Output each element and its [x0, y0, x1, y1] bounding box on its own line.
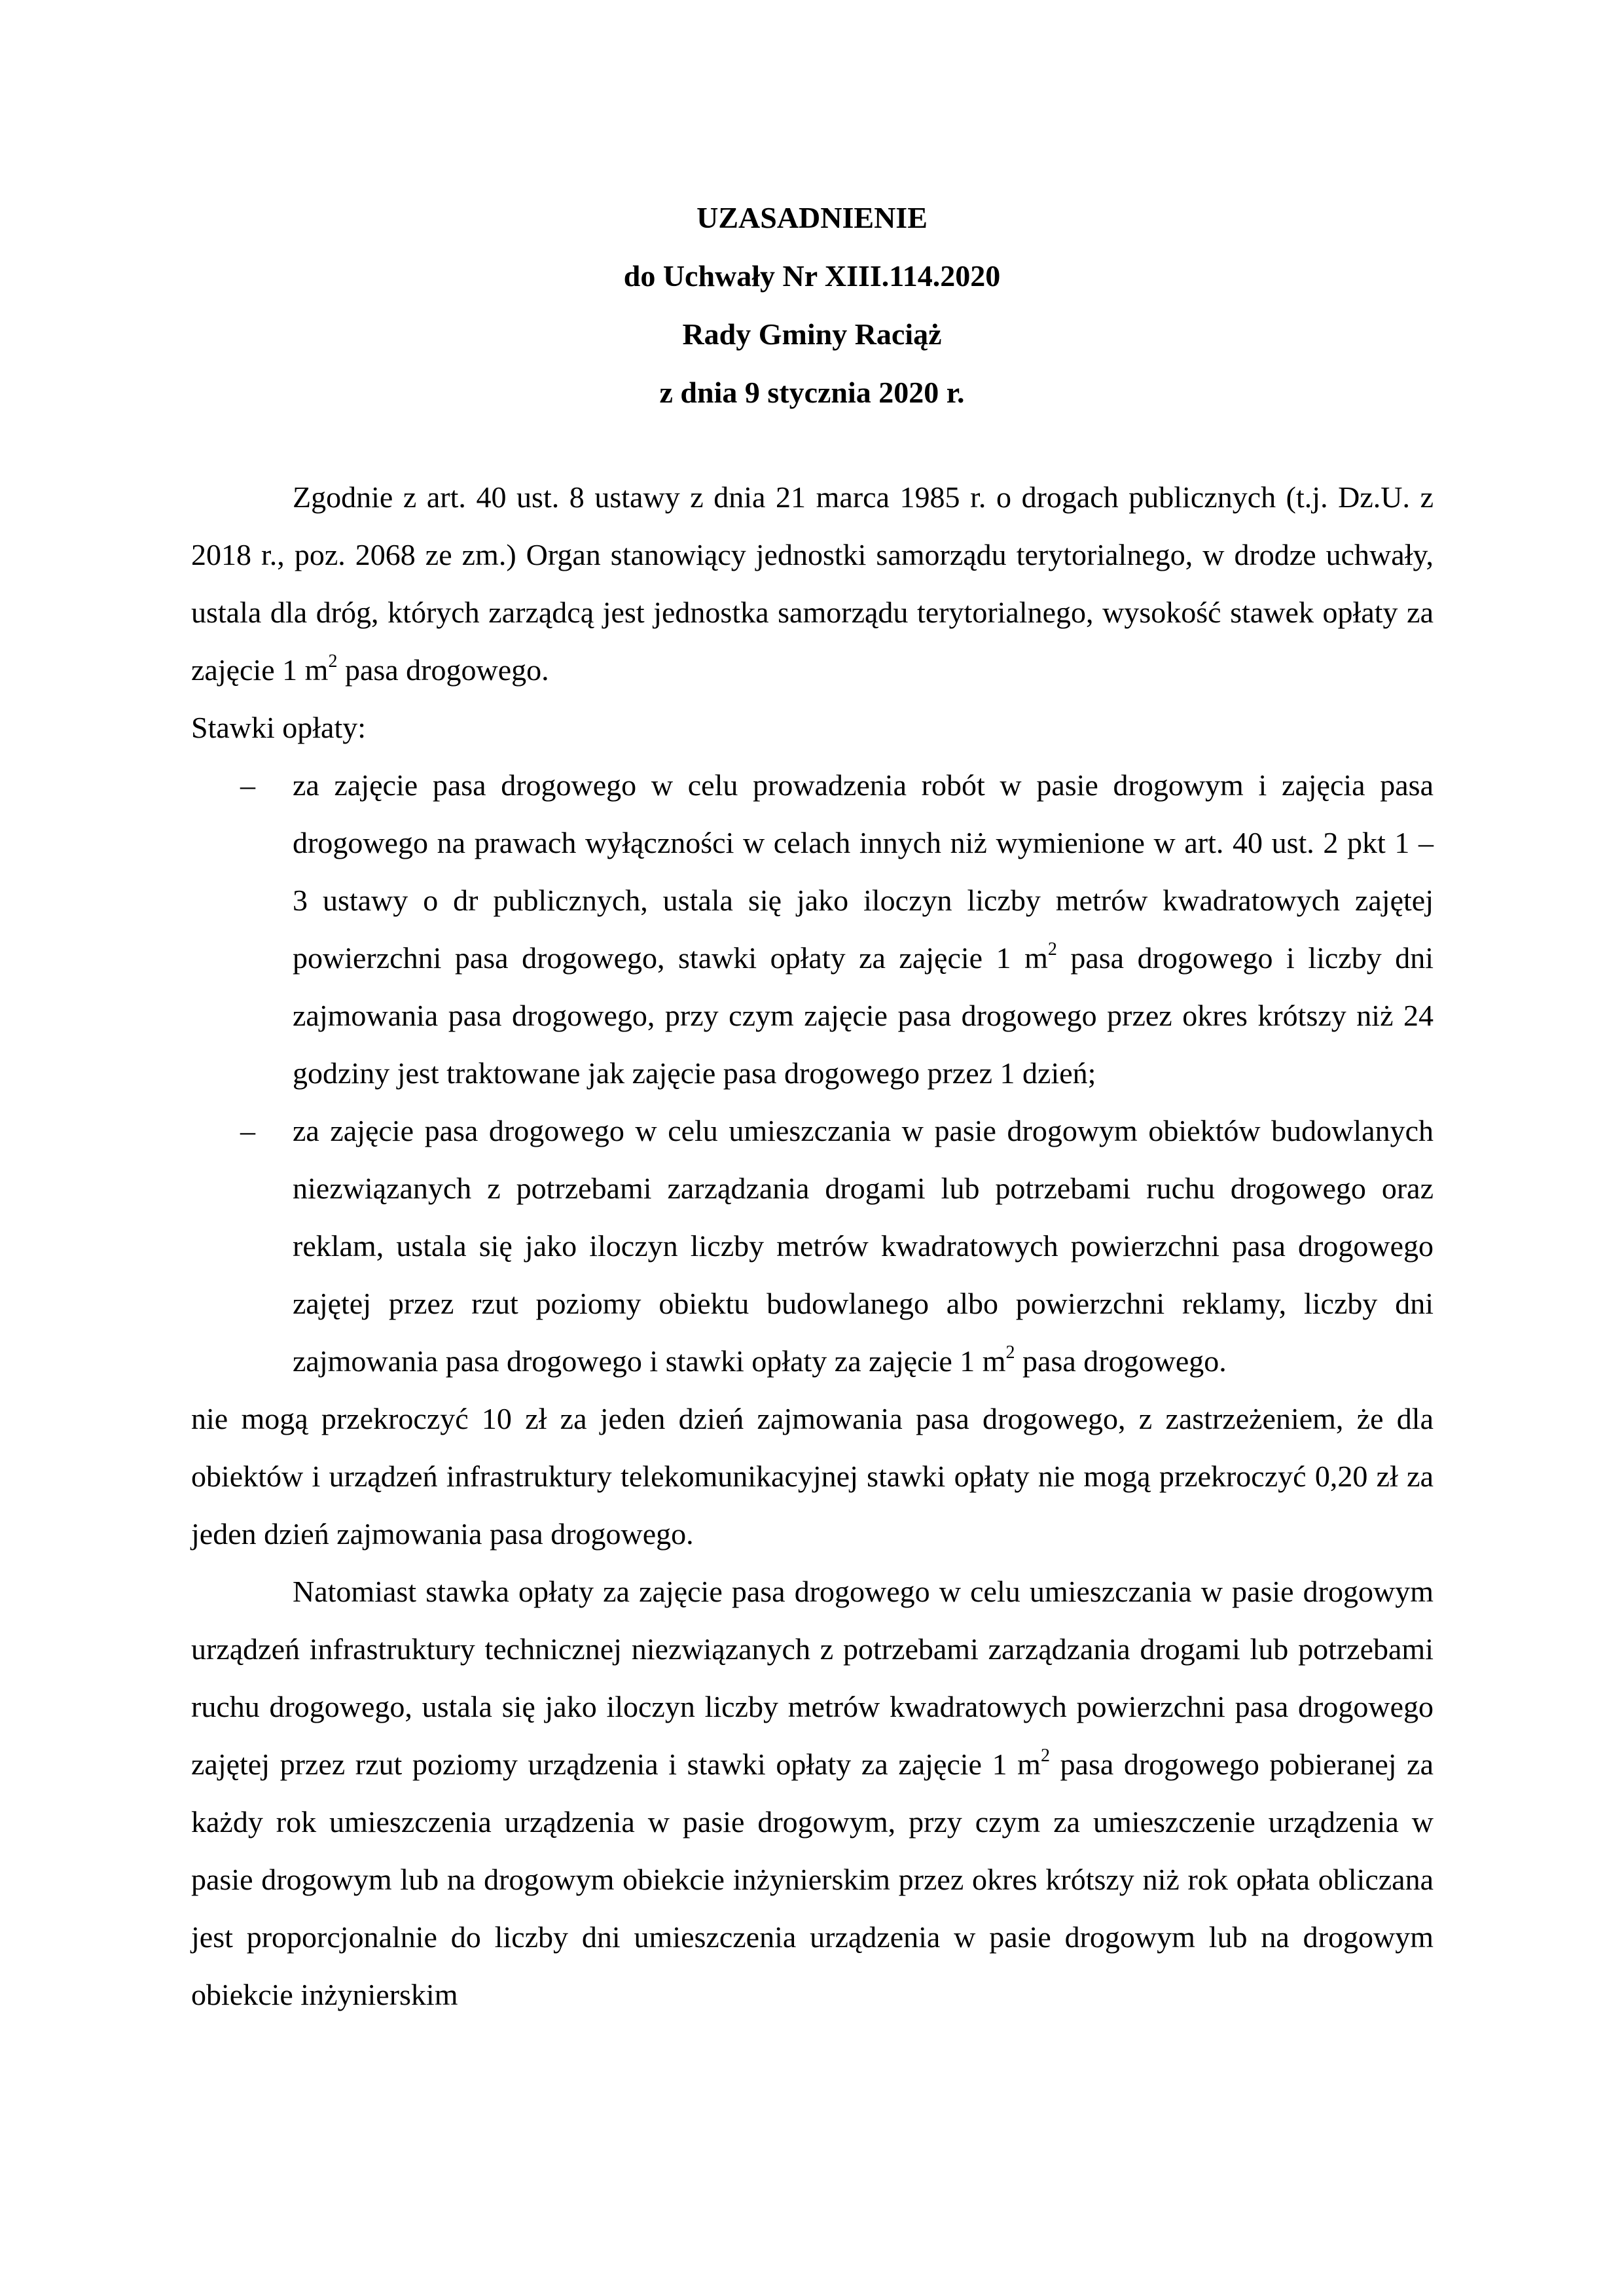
- council-name: Rady Gminy Raciąż: [682, 317, 942, 351]
- list-item: [191, 1102, 1434, 1390]
- document-title: UZASADNIENIE: [696, 201, 928, 234]
- rate-text: za zajęcie pasa drogowego w celu umieszczania w pasie drogowym obiektów budowlanych niezwiązanych z potrzebami zarządzania drogami lub potrzebami ruchu drogowego oraz reklam, ustala się jako iloczyn liczby metrów kwadratowych powierzchni pasa drogowego zajętej przez rzut poziomy obiektu budowlanego albo powierzchni reklamy, liczby dni zajmowania pasa drogowego i stawki opłaty za zajęcie 1 m: [293, 1114, 1434, 1378]
- rate-text-end: pasa drogowego i liczby dni zajmowania pasa drogowego, przy czym zajęcie pasa drogowego przez okres krótszy niż 24 godziny jest traktowane jak zajęcie pasa drogowego przez 1 dzień;: [293, 941, 1434, 1090]
- list-item: [191, 757, 1434, 1102]
- resolution-reference: do Uchwały Nr XIII.114.2020: [623, 259, 1001, 293]
- superscript: 2: [1047, 939, 1057, 960]
- intro-text-end: pasa drogowego.: [337, 653, 549, 687]
- dash-bullet-icon: –: [240, 1114, 255, 1147]
- rates-label: Stawki opłaty:: [191, 711, 367, 744]
- final-text: Natomiast stawka opłaty za zajęcie pasa drogowego w celu umieszczania w pasie drogowym urządzeń infrastruktury technicznej niezwiązanych z potrzebami zarządzania drogami lub potrzebami ruchu drogowego, ustala się jako iloczyn liczby metrów kwadratowych powierzchni pasa drogowego zajętej przez rzut poziomy urządzenia i stawki opłaty za zajęcie 1 m: [191, 1575, 1434, 1781]
- final-text-end: pasa drogowego pobieranej za każdy rok umieszczenia urządzenia w pasie drogowym, przy czym za umieszczenie urządzenia w pasie drogowym lub na drogowym obiekcie inżynierskim przez okres krótszy niż rok opłata obliczana jest proporcjonalnie do liczby dni umieszczenia urządzenia w pasie drogowym lub na drogowym obiekcie inżynierskim: [191, 1748, 1434, 2011]
- resolution-date: z dnia 9 stycznia 2020 r.: [659, 376, 965, 409]
- limits-paragraph: nie mogą przekroczyć 10 zł za jeden dzień zajmowania pasa drogowego, z zastrzeżeniem, że dla obiektów i urządzeń infrastruktury telekomunikacyjnej stawki opłaty nie mogą przekroczyć 0,20 zł za jeden dzień zajmowania pasa drogowego.: [191, 1402, 1434, 1551]
- superscript: 2: [1005, 1342, 1015, 1363]
- document-header: [0, 188, 1624, 422]
- rate-text-end: pasa drogowego.: [1015, 1344, 1227, 1378]
- intro-text: Zgodnie z art. 40 ust. 8 ustawy z dnia 21 marca 1985 r. o drogach publicznych (t.j. Dz.U. z 2018 r., poz. 2068 ze zm.) Organ stanowiący jednostki samorządu terytorialnego, w drodze uchwały, ustala dla dróg, których zarządcą jest jednostka samorządu terytorialnego, wysokość stawek opłaty za zajęcie 1 m: [191, 480, 1434, 687]
- intro-paragraph: [191, 469, 1434, 699]
- dash-bullet-icon: –: [240, 768, 255, 802]
- superscript: 2: [328, 651, 338, 672]
- final-paragraph: [191, 1563, 1434, 2024]
- document-body: [191, 469, 1434, 2024]
- rates-list: [191, 757, 1434, 1390]
- rate-text: za zajęcie pasa drogowego w celu prowadzenia robót w pasie drogowym i zajęcia pasa drogowego na prawach wyłączności w celach innych niż wymienione w art. 40 ust. 2 pkt 1 – 3 ustawy o dr publicznych, ustala się jako iloczyn liczby metrów kwadratowych zajętej powierzchni pasa drogowego, stawki opłaty za zajęcie 1 m: [293, 768, 1434, 975]
- superscript: 2: [1040, 1745, 1050, 1766]
